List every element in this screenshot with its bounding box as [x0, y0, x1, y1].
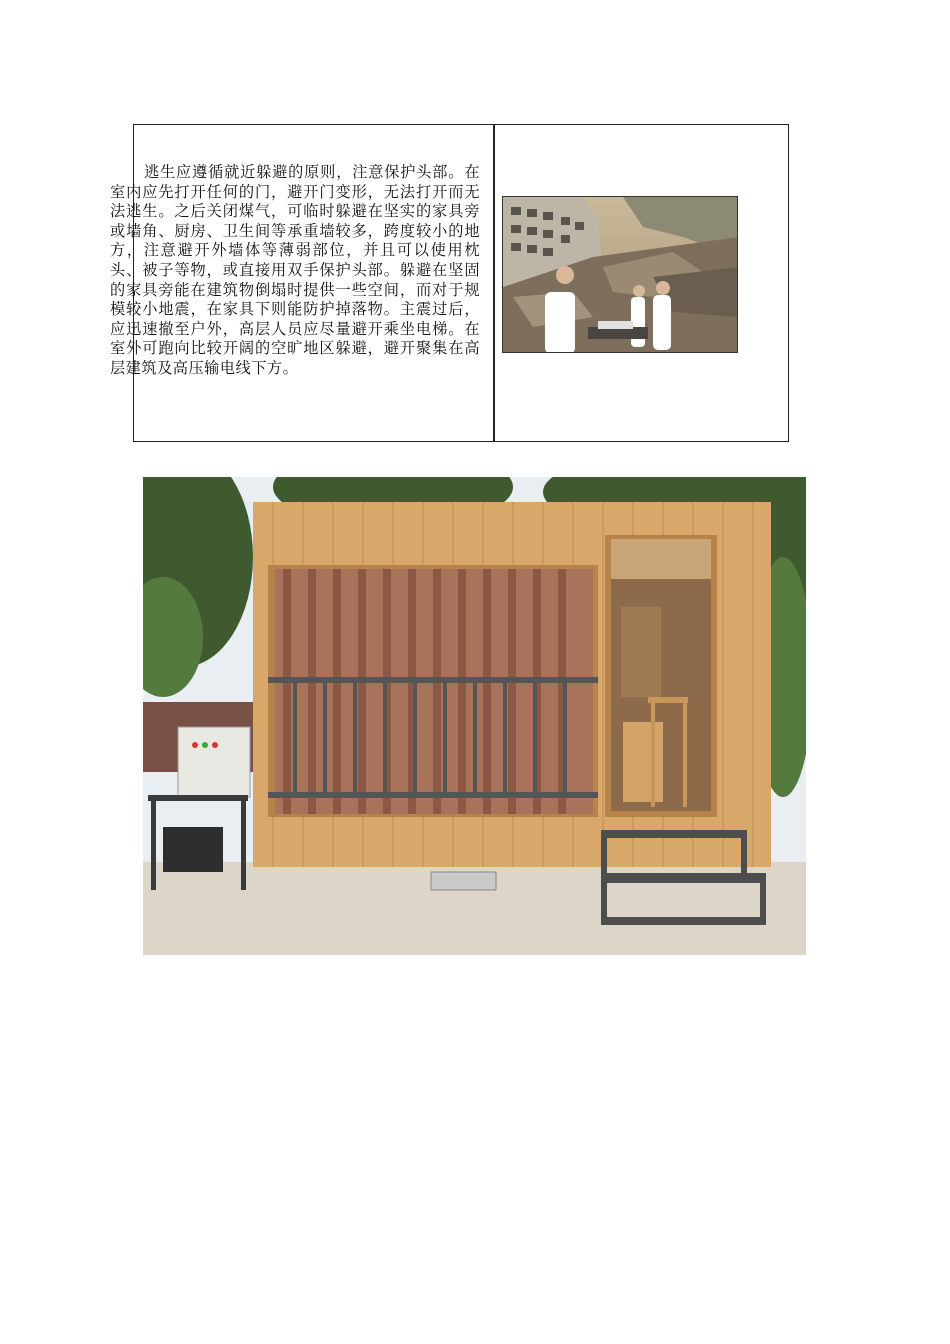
evacuation-paragraph: 逃生应遵循就近躲避的原则，注意保护头部。在室内应先打开任何的门，避开门变形，无法打开而无法逃生。之后关闭煤气，可临时躲避在坚实的家具旁或墙角、厨房、卫生间等承重墙较多，跨度较小的地方，注意避开外墙体等薄弱部位，并且可以使用枕头、被子等物，或直接用双手保护头部。躲避在坚固的家具旁能在建筑物倒塌时提供一些空间，而对于规模较小地震，在家具下则能防护掉落物。主震过后，应迅速撤至户外，高层人员应尽量避开乘坐电梯。在室外可跑向比较开阔的空旷地区躲避，避开聚集在高层建筑及高压输电线下方。	[110, 163, 480, 377]
content-table	[110, 124, 789, 442]
earthquake-rescue-photo	[502, 196, 738, 353]
table-divider	[493, 125, 495, 441]
wooden-shelter-photo	[143, 477, 806, 955]
